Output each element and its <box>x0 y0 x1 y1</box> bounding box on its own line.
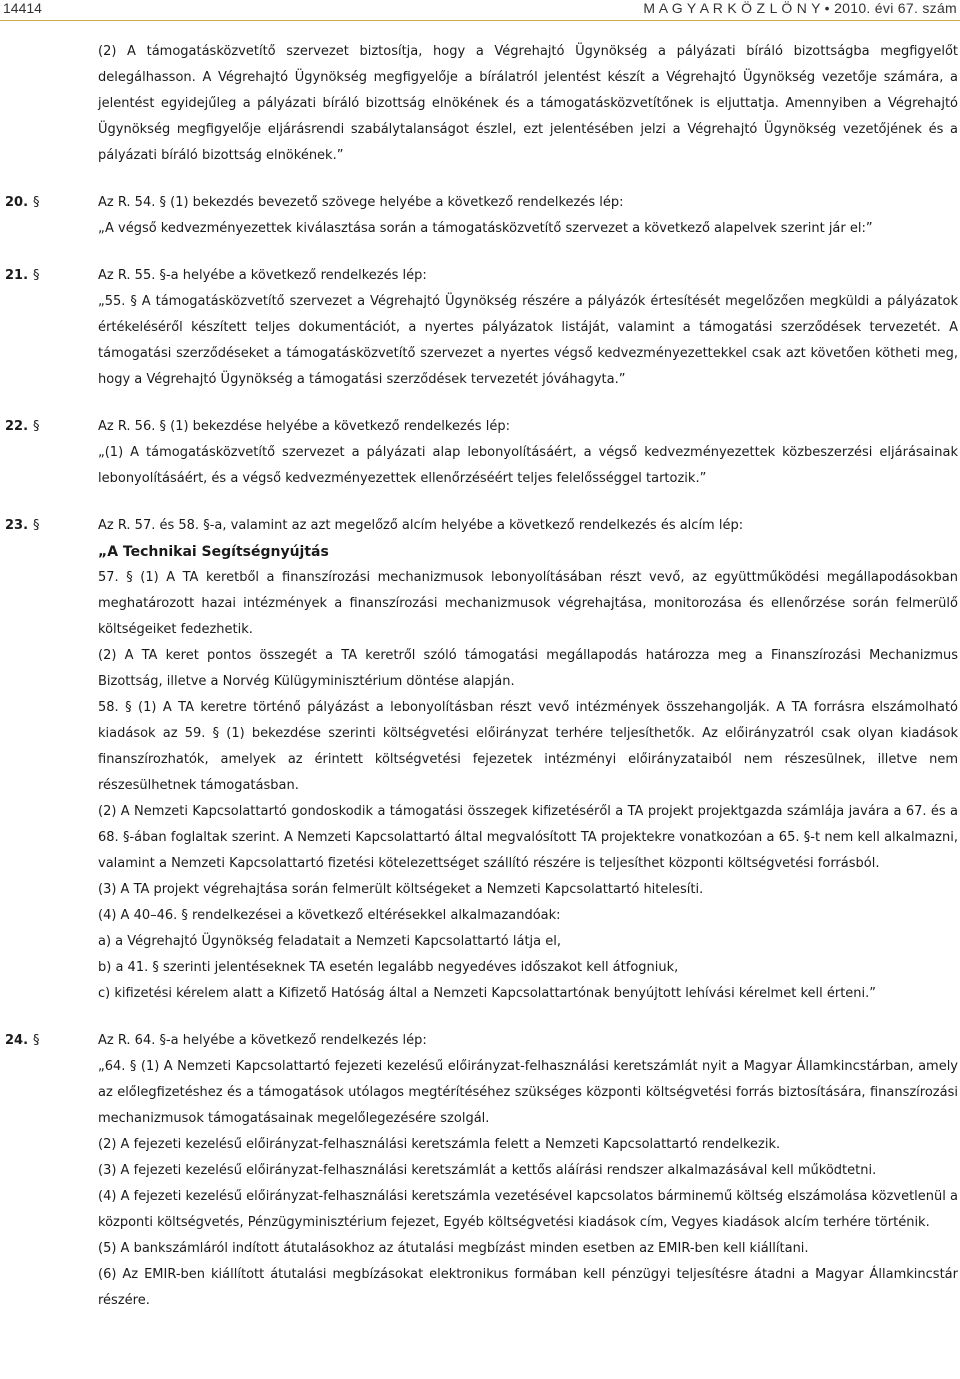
section-symbol: § <box>33 195 40 210</box>
section-number: 24. <box>5 1033 29 1048</box>
list-item: a) a Végrehajtó Ügynökség feladatait a Nemzeti Kapcsolattartó látja el, <box>98 934 562 949</box>
section-24 <box>5 1028 958 1314</box>
paragraph: (6) Az EMIR-ben kiállított átutalási megbízásokat elektronikus formában kell pénzügyi teljesítésre átadni a Magyar Államkincstár részére. <box>98 1267 958 1308</box>
section-symbol: § <box>33 268 40 283</box>
section-line: „55. § A támogatásközvetítő szervezet a Végrehajtó Ügynökség részére a pályázók értesítését megelőzően megküldi a pályázatok értékeléséről készített teljes dokumentációt, a nyertes pályázatok listáját, valamint a támogatási szerződések tervezetét. A támogatási szerződéseket a támogatásközvetítő szervezet a nyertes végső kedvezményezettekkel csak azt követően kötheti meg, hogy a Végrehajtó Ügynökség a támogatási szerződések tervezetét jóváhagyta.” <box>98 294 958 387</box>
paragraph: (4) A 40–46. § rendelkezései a következő eltérésekkel alkalmazandóak: <box>98 908 561 923</box>
section-number: 20. <box>5 195 29 210</box>
journal-name: M A G Y A R K Ö Z L Ö N Y <box>643 0 821 16</box>
section-23 <box>5 513 958 1007</box>
section-number: 22. <box>5 419 29 434</box>
list-item: c) kifizetési kérelem alatt a Kifizető Hatóság által a Nemzeti Kapcsolattartónak benyújtott lehívási kérelmet kell érteni.” <box>98 986 877 1001</box>
section-symbol: § <box>33 518 40 533</box>
document-body <box>5 39 958 1314</box>
issue-label: 2010. évi 67. szám <box>834 0 957 16</box>
section-22 <box>5 414 958 492</box>
journal-title <box>643 0 957 16</box>
section-symbol: § <box>33 419 40 434</box>
paragraph: (2) A fejezeti kezelésű előirányzat-felhasználási keretszámla felett a Nemzeti Kapcsolattartó rendelkezik. <box>98 1137 781 1152</box>
subsection-title: „A Technikai Segítségnyújtás <box>98 544 329 560</box>
section-line: Az R. 64. §-a helyébe a következő rendelkezés lép: <box>98 1033 427 1048</box>
section-line: Az R. 55. §-a helyébe a következő rendelkezés lép: <box>98 268 427 283</box>
paragraph: (4) A fejezeti kezelésű előirányzat-felhasználási keretszámla vezetésével kapcsolatos bárminemű költség elszámolása közvetlenül a központi költségvetés, Pénzügyminisztérium fejezet, Egyéb költségvetési kiadások cím, Vegyes kiadások alcím terhére történik. <box>98 1189 958 1230</box>
section-number: 23. <box>5 518 29 533</box>
section-line: „(1) A támogatásközvetítő szervezet a pályázati alap lebonyolításáért, a végső kedvezményezettek közbeszerzési eljárásainak lebonyolításáért, és a végső kedvezményezettek ellenőrzéséért teljes felelősséggel tartozik.” <box>98 445 958 486</box>
section-line: „A végső kedvezményezettek kiválasztása során a támogatásközvetítő szervezet a következő alapelvek szerint jár el:” <box>98 221 873 236</box>
section-symbol: § <box>33 1033 40 1048</box>
section-21 <box>5 263 958 393</box>
intro-paragraph: (2) A támogatásközvetítő szervezet biztosítja, hogy a Végrehajtó Ügynökség a pályázati bíráló bizottságba megfigyelőt delegálhasson. A Végrehajtó Ügynökség megfigyelője a bírálatról jelentést készít a Végrehajtó Ügynökség vezetője számára, a jelentést egyidejűleg a pályázati bíráló bizottság elnökének és a támogatásközvetítőnek is eljuttatja. Amennyiben a Végrehajtó Ügynökség megfigyelője eljárásrendi szabálytalanságot észlel, ezt jelentésében jelzi a Végrehajtó Ügynökség vezetőjének és a pályázati bíráló bizottság elnökének.” <box>98 44 958 163</box>
paragraph: (3) A TA projekt végrehajtása során felmerült költségeket a Nemzeti Kapcsolattartó hitelesíti. <box>98 882 704 897</box>
paragraph: 58. § (1) A TA keretre történő pályázást a lebonyolításban részt vevő intézmények összehangolják. A TA forrásra elszámolható kiadások az 59. § (1) bekezdése szerinti költségvetési előirányzat terhére teljesíthetők. Az előirányzatról csak olyan kiadások finanszírozhatók, amelyek az érintett költségvetési fejezetek intézményi előirányzataiból nem részesülnek, illetve nem részesülhetnek támogatásban. <box>98 700 958 793</box>
paragraph: (3) A fejezeti kezelésű előirányzat-felhasználási keretszámlát a kettős aláírási rendszer alkalmazásával kell működtetni. <box>98 1163 877 1178</box>
list-item: b) a 41. § szerinti jelentéseknek TA esetén legalább negyedéves időszakot kell átfogniuk, <box>98 960 679 975</box>
section-number: 21. <box>5 268 29 283</box>
paragraph: (2) A Nemzeti Kapcsolattartó gondoskodik a támogatási összegek kifizetéséről a TA projekt projektgazda számlája javára a 67. és a 68. §-ában foglaltak szerint. A Nemzeti Kapcsolattartó által megvalósított TA projektekre vonatkozóan a 65. §-t nem kell alkalmazni, valamint a Nemzeti Kapcsolattartó fizetési kötelezettséget szállító részére is teljesíthet központi költségvetési forrásból. <box>98 804 958 871</box>
section-20 <box>5 190 958 242</box>
paragraph: (2) A TA keret pontos összegét a TA keretről szóló támogatási megállapodás határozza meg a Finanszírozási Mechanizmus Bizottság, illetve a Norvég Külügyminisztérium döntése alapján. <box>98 648 958 689</box>
paragraph: (5) A bankszámláról indított átutalásokhoz az átutalási megbízást minden esetben az EMIR-ben kell kiállítani. <box>98 1241 809 1256</box>
paragraph: „64. § (1) A Nemzeti Kapcsolattartó fejezeti kezelésű előirányzat-felhasználási keretszámlát nyit a Magyar Államkincstárban, amely az előlegfizetéshez és a támogatások utólagos megtérítéséhez szükséges központi költségvetési forrás biztosítására, finanszírozási mechanizmusok támogatásainak megelőlegezésére szolgál. <box>98 1059 958 1126</box>
bullet-separator: • <box>824 0 830 16</box>
paragraph: 57. § (1) A TA keretből a finanszírozási mechanizmusok lebonyolításában részt vevő, az együttműködési megállapodásokban meghatározott hazai intézmények a finanszírozási mechanizmusok végrehajtása, monitorozása és ellenőrzése során felmerülő költségeiket fedezhetik. <box>98 570 958 637</box>
section-line: Az R. 54. § (1) bekezdés bevezető szövege helyébe a következő rendelkezés lép: <box>98 195 624 210</box>
section-line: Az R. 57. és 58. §-a, valamint az azt megelőző alcím helyébe a következő rendelkezés és alcím lép: <box>98 518 744 533</box>
section-line: Az R. 56. § (1) bekezdése helyébe a következő rendelkezés lép: <box>98 419 510 434</box>
page-number: 14414 <box>3 0 42 16</box>
header-rule <box>0 20 960 21</box>
